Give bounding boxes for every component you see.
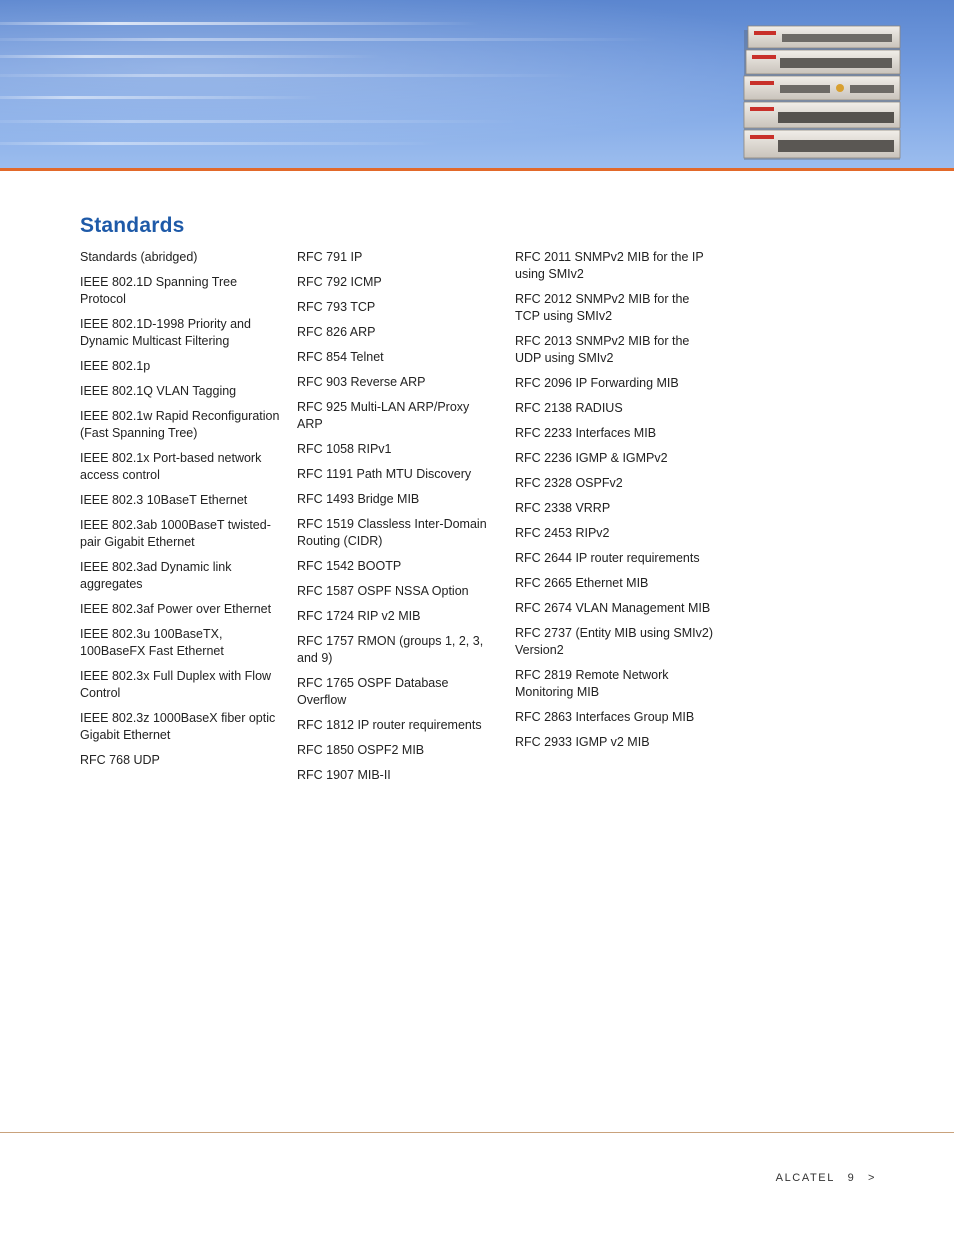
banner-streak <box>0 55 380 58</box>
standard-list-item: RFC 2863 Interfaces Group MIB <box>515 710 695 724</box>
standard-list-item: RFC 2453 RIPv2 <box>515 526 610 540</box>
footer-brand: ALCATEL <box>775 1172 835 1184</box>
header-banner <box>0 0 954 168</box>
standard-list-item: IEEE 802.1D-1998 Priority and Dynamic Multicast Filtering <box>80 317 251 348</box>
standard-list-item: RFC 1850 OSPF2 MIB <box>297 743 425 757</box>
banner-streak <box>0 38 660 41</box>
switch-unit <box>744 102 900 128</box>
standard-list-item: RFC 854 Telnet <box>297 350 384 364</box>
standard-list-item: RFC 768 UDP <box>80 753 160 767</box>
standard-list-item: RFC 826 ARP <box>297 325 376 339</box>
standard-list-item: RFC 1757 RMON (groups 1, 2, 3, and 9) <box>297 634 484 665</box>
standard-list-item: RFC 1542 BOOTP <box>297 559 402 573</box>
switch-unit <box>744 130 900 158</box>
standard-list-item: IEEE 802.1w Rapid Reconfiguration (Fast Spanning Tree) <box>80 409 280 440</box>
next-page-arrow: > <box>867 1172 876 1184</box>
standard-list-item: IEEE 802.3u 100BaseTX, 100BaseFX Fast Ethernet <box>80 627 224 658</box>
standard-list-item: IEEE 802.3ad Dynamic link aggregates <box>80 560 232 591</box>
standard-list-item: RFC 2011 SNMPv2 MIB for the IP using SMIv2 <box>515 250 704 281</box>
switch-unit <box>744 76 900 100</box>
standard-list-item: RFC 1058 RIPv1 <box>297 442 392 456</box>
page-footer <box>776 1172 876 1184</box>
page-number: 9 <box>847 1172 856 1184</box>
standard-list-item: RFC 2012 SNMPv2 MIB for the TCP using SMIv2 <box>515 292 690 323</box>
standard-list-item: RFC 2328 OSPFv2 <box>515 476 623 490</box>
standard-list-item: RFC 793 TCP <box>297 300 376 314</box>
standard-list-item: RFC 1812 IP router requirements <box>297 718 482 732</box>
standard-list-item: RFC 792 ICMP <box>297 275 382 289</box>
standard-list-item: IEEE 802.3af Power over Ethernet <box>80 602 272 616</box>
standard-list-item: RFC 1765 OSPF Database Overflow <box>297 676 449 707</box>
standards-column-3 <box>515 249 715 759</box>
standard-list-item: RFC 2236 IGMP & IGMPv2 <box>515 451 668 465</box>
banner-streak <box>0 74 580 77</box>
standard-list-item: RFC 1519 Classless Inter-Domain Routing (CIDR) <box>297 517 487 548</box>
standard-list-item: RFC 2933 IGMP v2 MIB <box>515 735 650 749</box>
banner-streak <box>0 142 440 145</box>
switch-unit <box>748 26 900 48</box>
standard-list-item: RFC 2674 VLAN Management MIB <box>515 601 711 615</box>
banner-streak <box>0 96 320 99</box>
standard-list-item: RFC 1191 Path MTU Discovery <box>297 467 472 481</box>
standard-list-item: RFC 2013 SNMPv2 MIB for the UDP using SMIv2 <box>515 334 690 365</box>
network-switch-stack-image <box>740 22 905 162</box>
banner-streak <box>0 120 520 123</box>
standard-list-item: IEEE 802.3x Full Duplex with Flow Control <box>80 669 272 700</box>
standard-list-item: RFC 903 Reverse ARP <box>297 375 426 389</box>
standard-list-item: RFC 2338 VRRP <box>515 501 611 515</box>
standard-list-item: RFC 2096 IP Forwarding MIB <box>515 376 679 390</box>
standard-list-item: IEEE 802.1Q VLAN Tagging <box>80 384 237 398</box>
standard-list-item: RFC 791 IP <box>297 250 363 264</box>
standard-list-item: IEEE 802.1x Port-based network access control <box>80 451 262 482</box>
standard-list-item: RFC 1493 Bridge MIB <box>297 492 420 506</box>
standard-list-item: RFC 2665 Ethernet MIB <box>515 576 649 590</box>
standard-list-item: RFC 925 Multi-LAN ARP/Proxy ARP <box>297 400 470 431</box>
standard-list-item: RFC 2644 IP router requirements <box>515 551 700 565</box>
standard-list-item: IEEE 802.3ab 1000BaseT twisted-pair Gigabit Ethernet <box>80 518 271 549</box>
standard-list-item: IEEE 802.1p <box>80 359 151 373</box>
section-title: Standards <box>80 214 185 237</box>
footer-rule <box>0 1132 954 1133</box>
standard-list-item: Standards (abridged) <box>80 250 198 264</box>
header-accent-rule <box>0 168 954 171</box>
standard-list-item: IEEE 802.3z 1000BaseX fiber optic Gigabit Ethernet <box>80 711 276 742</box>
standard-list-item: RFC 1587 OSPF NSSA Option <box>297 584 469 598</box>
standard-list-item: RFC 2737 (Entity MIB using SMIv2) Version2 <box>515 626 713 657</box>
standard-list-item: RFC 1724 RIP v2 MIB <box>297 609 421 623</box>
standard-list-item: RFC 1907 MIB-II <box>297 768 391 782</box>
standard-list-item: IEEE 802.1D Spanning Tree Protocol <box>80 275 238 306</box>
standard-list-item: RFC 2233 Interfaces MIB <box>515 426 657 440</box>
switch-unit <box>746 50 900 74</box>
standard-list-item: IEEE 802.3 10BaseT Ethernet <box>80 493 248 507</box>
standards-column-2 <box>297 249 497 792</box>
standard-list-item: RFC 2819 Remote Network Monitoring MIB <box>515 668 669 699</box>
standard-list-item: RFC 2138 RADIUS <box>515 401 623 415</box>
banner-streak <box>0 22 480 25</box>
standards-column-1 <box>80 249 280 777</box>
